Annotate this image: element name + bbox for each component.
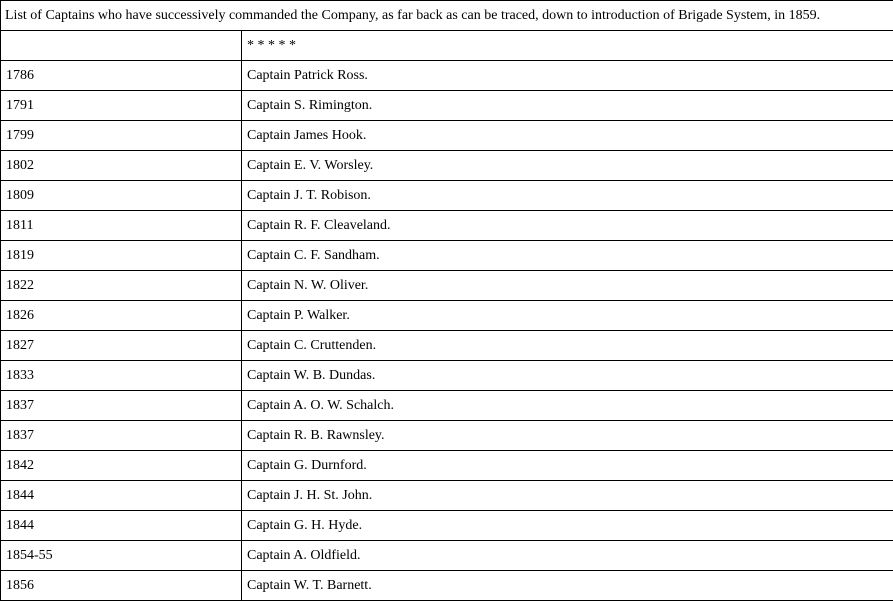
captain-cell: Captain Patrick Ross. xyxy=(242,61,893,91)
year-cell: 1799 xyxy=(1,121,242,151)
year-cell: 1809 xyxy=(1,181,242,211)
year-cell: 1786 xyxy=(1,61,242,91)
year-cell: 1837 xyxy=(1,391,242,421)
year-cell: 1844 xyxy=(1,511,242,541)
captain-cell: Captain James Hook. xyxy=(242,121,893,151)
table-row xyxy=(1,61,893,91)
year-cell: 1791 xyxy=(1,91,242,121)
table-row xyxy=(1,541,893,571)
captain-cell: Captain G. Durnford. xyxy=(242,451,893,481)
captain-cell: Captain C. Cruttenden. xyxy=(242,331,893,361)
year-cell: 1819 xyxy=(1,241,242,271)
year-cell: 1827 xyxy=(1,331,242,361)
table-row xyxy=(1,271,893,301)
captain-cell: Captain S. Rimington. xyxy=(242,91,893,121)
year-cell: 1826 xyxy=(1,301,242,331)
year-cell: 1842 xyxy=(1,451,242,481)
captain-cell: Captain A. Oldfield. xyxy=(242,541,893,571)
captain-cell: Captain N. W. Oliver. xyxy=(242,271,893,301)
captain-cell: Captain C. F. Sandham. xyxy=(242,241,893,271)
captain-cell: Captain A. O. W. Schalch. xyxy=(242,391,893,421)
table-row xyxy=(1,511,893,541)
captain-cell: Captain R. B. Rawnsley. xyxy=(242,421,893,451)
table-row xyxy=(1,571,893,601)
table-row xyxy=(1,361,893,391)
captain-cell: Captain W. B. Dundas. xyxy=(242,361,893,391)
captain-cell: Captain G. H. Hyde. xyxy=(242,511,893,541)
table-row xyxy=(1,421,893,451)
table-row xyxy=(1,391,893,421)
table-row xyxy=(1,331,893,361)
captain-cell: Captain W. T. Barnett. xyxy=(242,571,893,601)
table-row xyxy=(1,151,893,181)
table-row xyxy=(1,241,893,271)
year-cell: 1856 xyxy=(1,571,242,601)
year-cell: 1854-55 xyxy=(1,541,242,571)
table-row xyxy=(1,301,893,331)
header-separator-cell: * * * * * xyxy=(242,31,893,61)
table-caption: List of Captains who have successively commanded the Company, as far back as can be traced, down to introduction of Brigade System, in 1859. xyxy=(1,1,893,31)
year-cell: 1802 xyxy=(1,151,242,181)
captain-cell: Captain J. H. St. John. xyxy=(242,481,893,511)
captain-cell: Captain J. T. Robison. xyxy=(242,181,893,211)
year-cell: 1833 xyxy=(1,361,242,391)
captain-cell: Captain P. Walker. xyxy=(242,301,893,331)
year-cell: 1844 xyxy=(1,481,242,511)
captain-cell: Captain E. V. Worsley. xyxy=(242,151,893,181)
header-year-cell xyxy=(1,31,242,61)
table-row xyxy=(1,211,893,241)
year-cell: 1837 xyxy=(1,421,242,451)
table-row xyxy=(1,91,893,121)
year-cell: 1822 xyxy=(1,271,242,301)
captain-cell: Captain R. F. Cleaveland. xyxy=(242,211,893,241)
header-row xyxy=(1,31,893,61)
table-row xyxy=(1,481,893,511)
table-row xyxy=(1,451,893,481)
table-row xyxy=(1,121,893,151)
caption-row xyxy=(1,1,893,31)
year-cell: 1811 xyxy=(1,211,242,241)
table-row xyxy=(1,181,893,211)
